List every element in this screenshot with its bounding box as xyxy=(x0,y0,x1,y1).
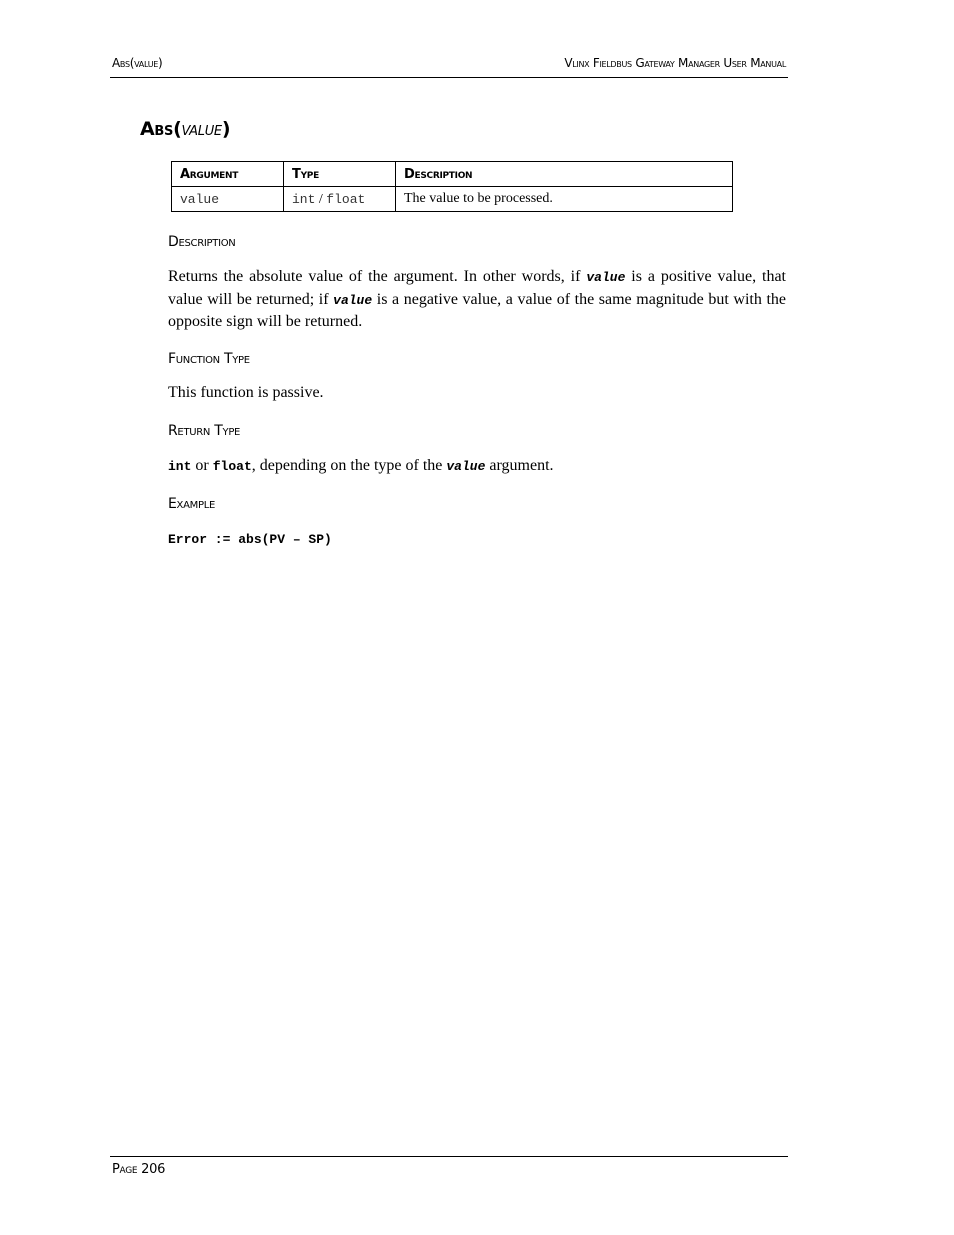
column-header-argument: Argument xyxy=(172,162,284,187)
section-heading-example: Example xyxy=(168,496,215,512)
return-text-2: , depending on the type of the xyxy=(251,457,447,474)
return-text-3: argument. xyxy=(485,457,554,474)
description-paragraph xyxy=(168,266,786,333)
title-suffix: ) xyxy=(221,118,231,140)
return-text-1: or xyxy=(191,457,213,474)
type-int: int xyxy=(292,192,316,207)
page-title xyxy=(140,118,230,140)
cell-type xyxy=(284,187,396,212)
running-header-left: Abs(value) xyxy=(112,56,163,70)
description-text-1: Returns the absolute value of the argument. In other words, if xyxy=(168,268,587,285)
table-row xyxy=(172,187,733,212)
cell-description: The value to be processed. xyxy=(396,187,733,212)
type-float: float xyxy=(326,192,366,207)
description-code-value-2: value xyxy=(333,292,373,308)
description-text-3: is a negative value, a value of the same magnitude but with the opposite sign will be returned. xyxy=(168,290,787,330)
return-code-int: int xyxy=(168,459,192,474)
example-code: Error := abs(PV – SP) xyxy=(168,532,332,547)
column-header-description: Description xyxy=(396,162,733,187)
title-arg: value xyxy=(181,118,222,140)
table-header-row xyxy=(172,162,733,187)
function-type-text: This function is passive. xyxy=(168,384,324,401)
return-code-float: float xyxy=(212,459,252,474)
column-header-type: Type xyxy=(284,162,396,187)
header-rule xyxy=(110,77,788,78)
footer-rule xyxy=(110,1156,788,1157)
return-code-value: value xyxy=(446,459,486,474)
cell-argument: value xyxy=(172,187,284,212)
description-text-2: is a positive value, that value will be returned; if xyxy=(168,268,787,308)
title-prefix: Abs( xyxy=(140,118,182,140)
return-type-paragraph xyxy=(168,455,786,478)
argument-table xyxy=(171,161,733,212)
type-separator: / xyxy=(315,192,327,207)
description-code-value-1: value xyxy=(586,270,626,285)
section-heading-description: Description xyxy=(168,234,236,250)
section-heading-function-type: Function Type xyxy=(168,351,250,367)
page-number: Page 206 xyxy=(112,1162,166,1177)
section-heading-return-type: Return Type xyxy=(168,423,241,439)
running-header-right: Vlinx Fieldbus Gateway Manager User Manual xyxy=(564,56,786,70)
